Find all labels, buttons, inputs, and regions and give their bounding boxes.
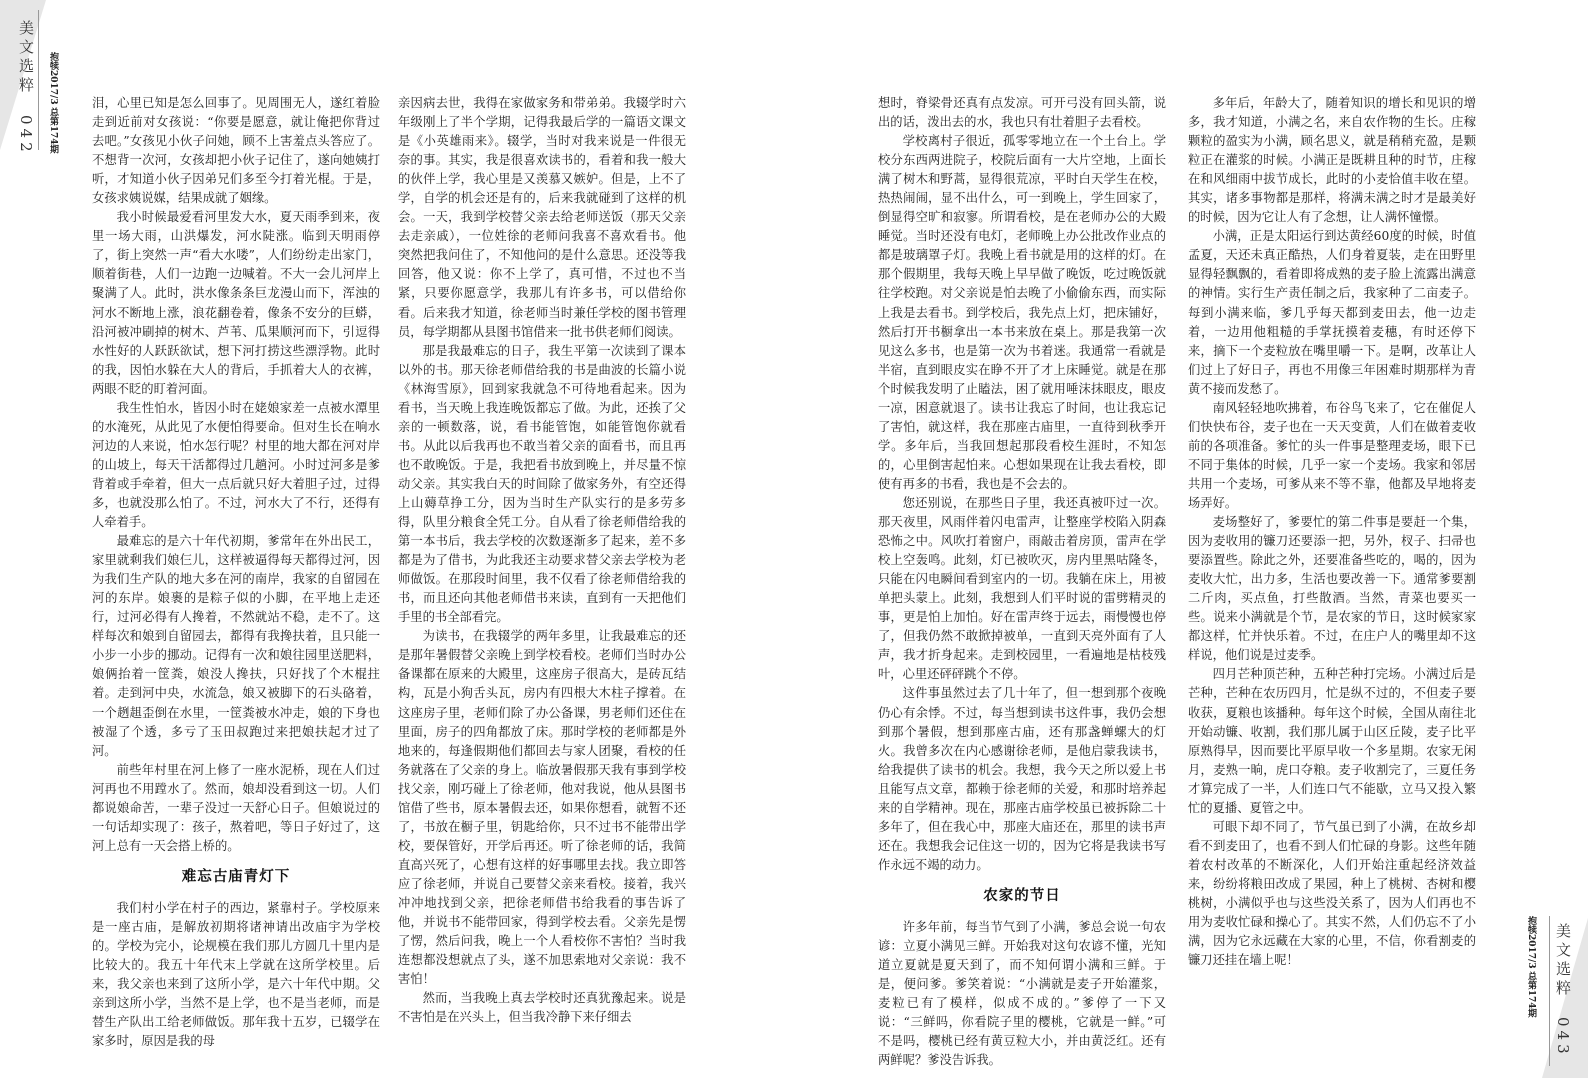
article-heading-farm-festival: 农家的节日 (983, 887, 1061, 904)
section-title-right: 美文选粹 (1554, 922, 1572, 999)
paragraph: 亲因病去世，我得在家做家务和带弟弟。我辍学时六年级刚上了半个学期，记得我最后学的一篇语文课文是《小英雄雨来》。辍学，当时对我来说是一件很无奈的事。其实，我是很喜欢读书的，看着和我一般大的伙伴上学，我心里是又羡慕又嫉妒。但是，上不了学，自学的机会还是有的，后来我就碰到了这样的机会。一天，我到学校替父亲去给老师送饭（那天父亲去走亲戚），一位姓徐的老师问我喜不喜欢看书。他突然把我问住了，不知他问的是什么意思。还没等我回答，他又说：你不上学了，真可惜，不过也不当紧，只要你愿意学，我那儿有许多书，可以借给你看。后来我才知道，徐老师当时兼任学校的图书管理员，每学期都从县图书馆借来一批书供老师们阅读。 (398, 96, 686, 339)
header-rule-right (1549, 916, 1550, 1066)
text-column-3 (878, 94, 1166, 1068)
text-column-1 (92, 94, 380, 1049)
paragraph: 您还别说，在那些日子里，我还真被吓过一次。那天夜里，风雨伴着闪电雷声，让整座学校陷入阴森恐怖之中。风吹打着窗户，雨敲击着房顶，雷声在学校上空轰鸣。此刻，灯已被吹灭，房内里黑咕隆冬，只能在闪电瞬间看到室内的一切。我躺在床上，用被单把头蒙上。此刻，我想到人们平时说的雷劈精灵的事，更是怕上加怕。好在雷声终于远去，雨慢慢也停了，但我仍然不敢掀掉被单，一直到天亮外面有了人声，我才折身起来。走到校园里，一看遍地是枯枝残叶，心里还砰砰跳个不停。 (878, 495, 1166, 682)
section-tab-left (16, 20, 37, 155)
paragraph: 四月芒种顶芒种，五种芒种打完场。小满过后是芒种，芒种在农历四月，忙是纵不过的，不但麦子要收获，夏粮也该播种。每年这个时候，全国从南往北开始动镰、收割，我们那儿属于山区丘陵，麦子比平原熟得早，因而要比平原早收一个多星期。农家无闲月，麦熟一晌，虎口夺粮。麦子收割完了，三夏任务才算完成了一半，人们连口气不能歇，立马又投入繁忙的夏播、夏管之中。 (1188, 667, 1476, 815)
page-number-right: 043 (1554, 1017, 1572, 1058)
section-tab-right (1553, 923, 1574, 1058)
paragraph: 想时，脊梁骨还真有点发凉。可开弓没有回头箭，说出的话，泼出去的水，我也只有壮着胆子去看校。 (878, 96, 1166, 130)
section-title-left: 美文选粹 (17, 20, 35, 96)
paragraph: 学校离村子很近，孤零零地立在一个土台上。学校分东西两进院子，校院后面有一大片空地，上面长满了树木和野蒿，显得很荒凉，平时白天学生在校，热热闹闹，显不出什么，可一到晚上，学生回家了，倒显得空旷和寂寥。所谓看校，是在老师办公的大殿睡觉。当时还没有电灯，老师晚上办公批改作业点的都是玻璃罩子灯。我晚上看书就是用的这样的灯。在那个假期里，我每天晚上早早做了晚饭，吃过晚饭就往学校跑。对父亲说是怕去晚了小偷偷东西，而实际上我是去看书。到学校后，我先点上灯，把床铺好，然后打开书橱拿出一本书来放在桌上。那是我第一次见这么多书，也是第一次为书着迷。我通常一看就是半宿，直到眼皮实在睁不开了才上床睡觉。就是在那个时候我发明了止瞌法，困了就用唾沫抹眼皮，眼皮一凉，困意就退了。读书让我忘了时间，也让我忘记了害怕，就这样，我在那座古庙里，一直待到秋季开学。多年后，当我回想起那段看校生涯时，不知怎的，心里倒害起怕来。心想如果现在让我去看校，即使有再多的书看，我也是不会去的。 (878, 134, 1166, 491)
paragraph: 南风轻轻地吹拂着，布谷鸟飞来了，它在催促人们快快布谷，麦子也在一天天变黄，人们在做着麦收前的各项准备。爹忙的头一件事是整理麦场，眼下已不同于集体的时候，几乎一家一个麦场。我家和邻居共用一个麦场，可爹从来不等不靠，他都及早地将麦场弄好。 (1188, 400, 1476, 510)
paragraph: 我小时候最爱看河里发大水，夏天雨季到来，夜里一场大雨，山洪爆发，河水陡涨。临到天明雨停了，街上突然一声“看大水喽”，人们纷纷走出家门，顺着街巷，人们一边跑一边喊着。不大一会儿河岸上聚满了人。此时，洪水像条条巨龙漫山而下，浑浊的河水不断地上涨，浪花翻卷着，像条不安分的巨蟒，沿河被冲刷掉的树木、芦苇、瓜果顺河而下，引逗得水性好的人跃跃欲试，想下河打捞这些漂浮物。此时的我，因怕水躲在大人的背后，手抓着大人的衣裤，两眼不眨的盯着河面。 (92, 210, 380, 396)
paragraph: 许多年前，每当节气到了小满，爹总会说一句农谚：立夏小满见三鲜。开始我对这句农谚不懂，光知道立夏就是夏天到了，而不知何谓小满和三鲜。于是，便问爹。爹笑着说：“小满就是麦子开始灌浆，麦粒已有了模样，似成不成的。”爹停了一下又说：“三鲜吗，你看院子里的樱桃，它就是一鲜。”可不是吗，樱桃已经有黄豆粒大小，并由黄泛红。还有两鲜呢？爹没告诉我。 (878, 919, 1166, 1068)
paragraph: 那是我最难忘的日子，我生平第一次读到了课本以外的书。那天徐老师借给我的书是曲波的长篇小说《林海雪原》，回到家我就急不可待地看起来。因为看书，当天晚上我连晚饭都忘了做。为此，还挨了父亲的一顿数落，说，看书能管饱，如能管饱你就看书。从此以后我再也不敢当着父亲的面看书，而且再也不敢晚饭。于是，我把看书放到晚上，并尽量不惊动父亲。其实我白天的时间除了做家务外，有空还得上山薅草挣工分，因为当时生产队实行的是多劳多得，队里分粮食全凭工分。自从看了徐老师借给我的第一本书后，我去学校的次数逐渐多了起来，差不多都是为了借书，为此我还主动要求替父亲去学校为老师做饭。在那段时间里，我不仅看了徐老师借给我的书，而且还向其他老师借书来读，直到有一天把他们手里的书全部看完。 (398, 343, 686, 625)
page-number-left: 042 (17, 114, 35, 156)
paragraph: 最难忘的是六十年代初期，爹常年在外出民工，家里就剩我们娘仨儿，这样被逼得每天都得过河，因为我们生产队的地大多在河的南岸，我家的自留园在河的东岸。娘裹的是粽子似的小脚，在平地上走还行，过河必得有人搀着，不然就站不稳，走不了。这样每次和娘到自留园去，都得有我搀扶着，且只能一小步一小步的挪动。记得有一次和娘往园里送肥料，娘俩抬着一筐粪，娘没人搀扶，只好找了个木棍拄着。走到河中央，水流急，娘又被脚下的石头硌着，一个趔趄歪倒在水里，一筐粪被水冲走，娘的下身也被湿了个透，多亏了玉田叔跑过来把娘扶起才过了河。 (92, 534, 380, 758)
article-heading-ancient-temple: 难忘古庙青灯下 (181, 868, 291, 885)
paragraph: 为读书，在我辍学的两年多里，让我最难忘的还是那年暑假替父亲晚上到学校看校。老师们当时办公备课都在原来的大殿里，这座房子很高大，是砖瓦结构，瓦是小狗舌头瓦，房内有四根大木柱子撑着。在这座房子里，老师们除了办公备课，男老师们还住在里面，房子的四角都放了床。那时学校的老师都是外地来的，每逢假期他们都回去与家人团聚，看校的任务就落在了父亲的身上。临放暑假那天我有事到学校找父亲，刚巧碰上了徐老师，他对我说，他从县图书馆借了些书，原本暑假去还，如果你想看，就暂不还了，书放在橱子里，钥匙给你，只不过书不能带出学校，要保管好，开学后再还。听了徐老师的话，我简直高兴死了，心想有这样的好事哪里去找。我立即答应了徐老师，并说自己要替父亲来看校。接着，我兴冲冲地找到父亲，把徐老师借书给我看的事告诉了他，并说书不能带回家，得到学校去看。父亲先是愣了愣，然后问我，晚上一个人看校你不害怕？当时我连想都没想就点了头，遂不加思索地对父亲说：我不害怕！ (398, 629, 686, 987)
issue-label-left: 抱犊2017/3 总第174期 (48, 52, 58, 154)
text-column-4 (1188, 94, 1476, 1042)
text-column-2 (398, 94, 686, 1042)
paragraph: 可眼下却不同了，节气虽已到了小满，在故乡却看不到麦田了，也看不到人们忙碌的身影。这些年随着农村改革的不断深化，人们开始注重起经济效益来，纷纷将粮田改成了果园，种上了桃树、杏树和樱桃树，小满似乎也与这些没关系了，因为人们再也不用为麦收忙碌和操心了。其实不然，人们仍忘不了小满，因为它永远藏在大家的心里，不信，你看割麦的镰刀还挂在墙上呢！ (1188, 819, 1476, 968)
paragraph: 小满，正是太阳运行到达黄经60度的时候，时值孟夏，天还未真正酷热，人们身着夏装，走在田野里显得轻飘飘的，看着即将成熟的麦子脸上流露出满意的神情。实行生产责任制之后，我家种了二亩麦子。每到小满来临，爹几乎每天都到麦田去，他一边走着，一边用他粗糙的手掌抚摸着麦穗，有时还停下来，摘下一个麦粒放在嘴里嚼一下。是啊，改革让人们过上了好日子，再也不用像三年困难时期那样为青黄不接而发愁了。 (1188, 229, 1476, 396)
paragraph: 前些年村里在河上修了一座水泥桥，现在人们过河再也不用蹚水了。然而，娘却没看到这一切。人们都说娘命苦，一辈子没过一天舒心日子。但娘说过的一句话却实现了：孩子，熬着吧，等日子好过了，这河上总有一天会搭上桥的。 (92, 762, 380, 853)
paragraph: 多年后，年龄大了，随着知识的增长和见识的增多，我才知道，小满之名，来自农作物的生长。庄稼颗粒的盈实为小满，顾名思义，就是稍稍充盈，是颗粒正在灌浆的时候。小满正是既耕且种的时节，庄稼在和风细雨中拔节成长，此时的小麦恰值丰收在望。其实，诸多事物都是那样，将满未满之时才是最美好的时候，因为它让人有了念想，让人满怀憧憬。 (1188, 96, 1476, 225)
header-rule-left (38, 10, 39, 150)
paragraph: 这件事虽然过去了几十年了，但一想到那个夜晚仍心有余悸。不过，每当想到读书这件事，我仍会想到那个暑假，想到那座古庙，还有那盏蝉螺大的灯火。我曾多次在内心感谢徐老师，是他启蒙我读书，给我提供了读书的机会。我想，我今天之所以爱上书且能写点文章，都赖于徐老师的关爱，和那时培养起来的自学精神。现在，那座古庙学校虽已被拆除二十多年了，但在我心中，那座大庙还在，那里的读书声还在。我想我会记住这一切的，因为它将是我读书写作永远不竭的动力。 (878, 686, 1166, 872)
paragraph: 泪，心里已知是怎么回事了。见周围无人，遂红着脸走到近前对女孩说：“你要是愿意，就让俺把你背过去吧。”女孩见小伙子问她，顾不上害羞点头答应了。不想背一次河，女孩却把小伙子记住了，遂向她姨打听，才知道小伙子因弟兄们多至今打着光棍。于是，女孩求姨说媒，结果成就了姻缘。 (92, 96, 380, 206)
paragraph: 我们村小学在村子的西边，紧靠村子。学校原来是一座古庙，是解放初期将诸神请出改庙宇为学校的。学校为完小，论规模在我们那儿方圆几十里内是比较大的。我五十年代末上学就在这所学校里。后来，我父亲也来到了这所小学，是六十年代中期。父亲到这所小学，当然不是上学，也不是当老师，而是替生产队出工给老师做饭。那年我十五岁，已辍学在家多时，原因是我的母 (92, 900, 380, 1049)
issue-label-right: 抱犊2017/3 总第174期 (1526, 916, 1536, 1018)
paragraph: 然而，当我晚上真去学校时还真犹豫起来。说是不害怕是在兴头上，但当我冷静下来仔细去 (398, 991, 686, 1025)
paragraph: 我生性怕水，皆因小时在姥娘家差一点被水潭里的水淹死，从此见了水便怕得要命。但对生长在响水河边的人来说，怕水怎行呢？村里的地大都在河对岸的山坡上，每天干活都得过几趟河。小时过河多是爹背着或手牵着，但大一点后就只好大着胆子过，过得多，也就没那么怕了。不过，河水大了不行，还得有人牵着手。 (92, 400, 380, 530)
paragraph: 麦场整好了，爹要忙的第二件事是要赶一个集，因为麦收用的镰刀还要添一把，另外，杈子、扫帚也要添置些。除此之外，还要准备些吃的，喝的，因为麦收大忙，出力多，生活也要改善一下。通常爹要割二斤肉，买点鱼，打些散酒。当然，青菜也要买一些。说来小满就是个节，是农家的节日，这时候家家都这样，忙并快乐着。不过，在庄户人的嘴里却不这样说，他们说是过麦季。 (1188, 515, 1476, 663)
